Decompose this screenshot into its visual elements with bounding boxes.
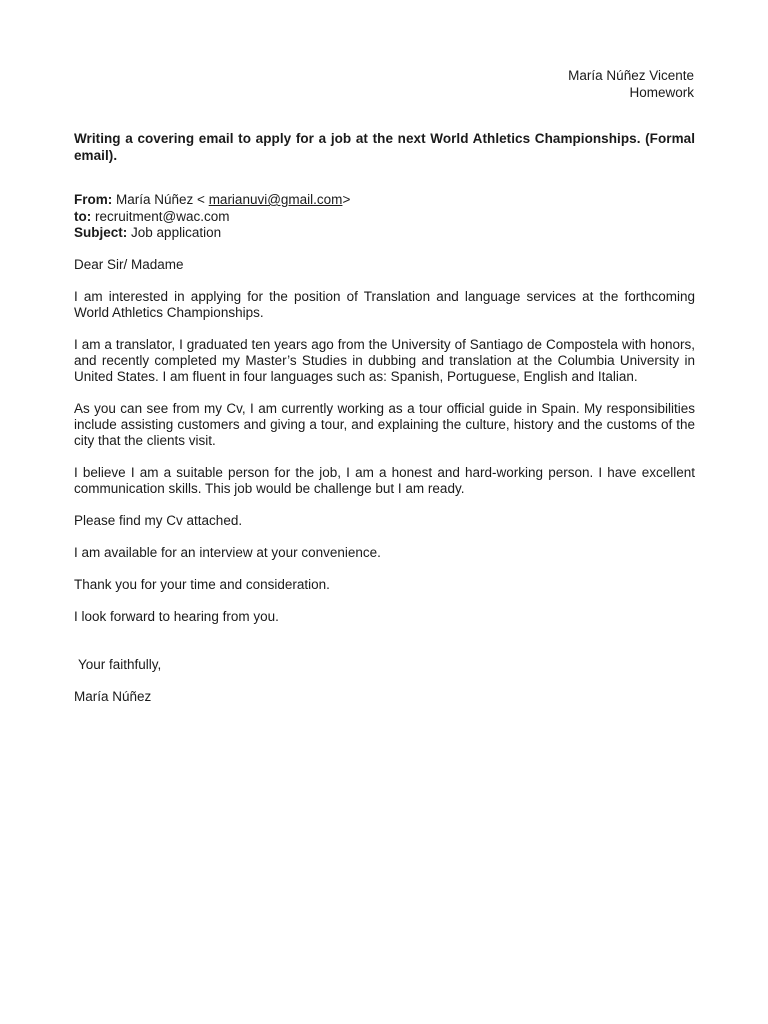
paragraph-thanks: Thank you for your time and consideration. <box>74 576 330 592</box>
to-value: recruitment@wac.com <box>95 208 230 224</box>
to-label: to: <box>74 208 92 224</box>
paragraph-availability: I am available for an interview at your convenience. <box>74 544 381 560</box>
author-block <box>568 68 694 101</box>
homework-label: Homework <box>629 84 694 100</box>
greeting: Dear Sir/ Madame <box>74 256 184 272</box>
document-title: Writing a covering email to apply for a job at the next World Athletics Championships. (Formal email). <box>74 131 695 163</box>
from-label: From: <box>74 192 113 207</box>
email-header <box>74 192 695 242</box>
signature: María Núñez <box>74 688 152 704</box>
to-line <box>74 209 695 226</box>
paragraph-experience: As you can see from my Cv, I am currently working as a tour official guide in Spain. My responsibilities include assisting customers and giving a tour, and explaining the culture, history and the customs of the city that the clients visit. <box>74 400 695 448</box>
from-close: > <box>342 192 351 207</box>
document-body <box>74 131 695 705</box>
subject-label: Subject: <box>74 225 128 240</box>
paragraph-qualifications: I am a translator, I graduated ten years ago from the University of Santiago de Compostela with honors, and recently completed my Master’s Studies in dubbing and translation at the Columbia University in United States. I am fluent in four languages such as: Spanish, Portuguese, English and Italian. <box>74 336 695 384</box>
paragraph-attachment: Please find my Cv attached. <box>74 512 243 528</box>
closing-salutation: Your faithfully, <box>78 656 162 672</box>
from-name: María Núñez < <box>116 192 209 207</box>
paragraph-interest: I am interested in applying for the position of Translation and language services at the forthcoming World Athletics Championships. <box>74 288 695 320</box>
paragraph-closing-remark: I look forward to hearing from you. <box>74 608 279 624</box>
author-name: María Núñez Vicente <box>568 68 694 83</box>
paragraph-suitability: I believe I am a suitable person for the job, I am a honest and hard-working person. I have excellent communication skills. This job would be challenge but I am ready. <box>74 464 695 496</box>
from-email-link[interactable]: marianuvi@gmail.com <box>208 192 343 207</box>
from-line <box>74 192 695 209</box>
subject-value: Job application <box>131 225 222 240</box>
subject-line <box>74 225 695 242</box>
